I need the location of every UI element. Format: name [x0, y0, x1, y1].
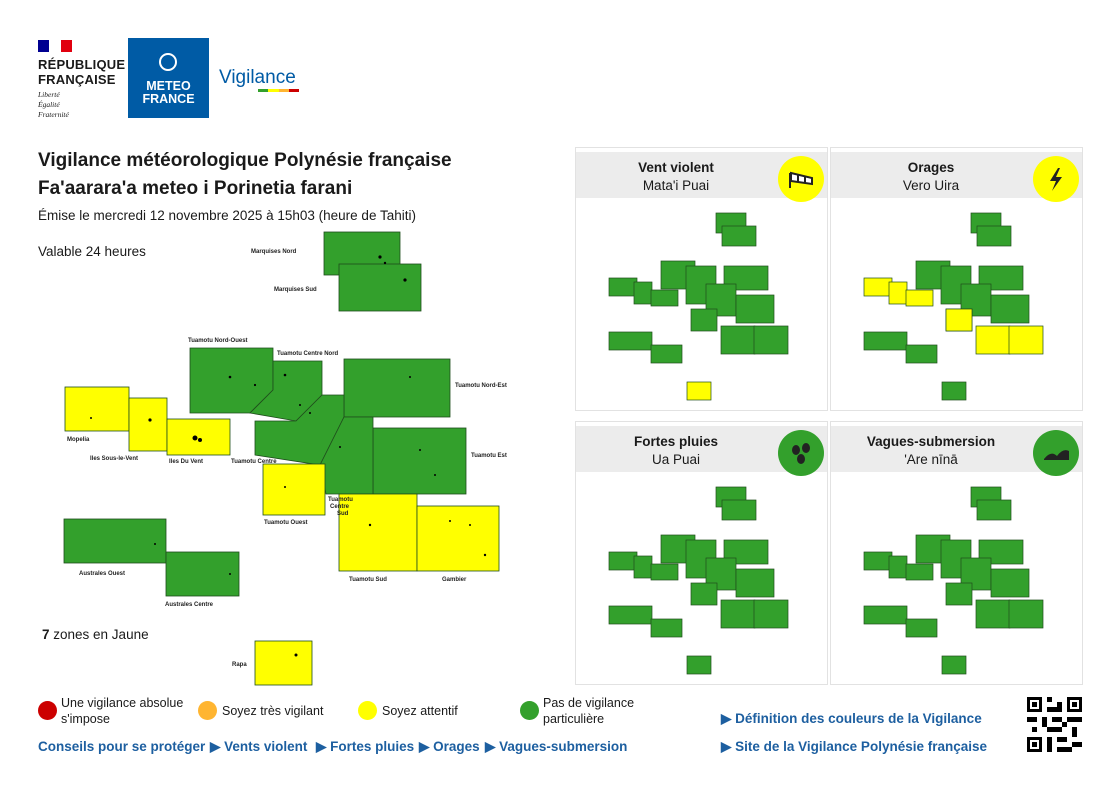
windsock-icon [778, 156, 824, 202]
zone-tuamotu-est[interactable] [373, 428, 466, 494]
link-vigilance-site[interactable]: ▶ Site de la Vigilance Polynésie française [721, 739, 988, 754]
zone-tuamotu-nord-est[interactable] [344, 359, 450, 417]
panel-title: Vent violent [638, 160, 714, 175]
legend-orange-dot [198, 701, 217, 720]
mini-map-vent [606, 208, 806, 403]
republic-motto: Liberté Égalité Fraternité [38, 90, 69, 119]
zone-iles-sous-le-vent[interactable] [129, 398, 167, 451]
meteo-france-logo[interactable] [128, 38, 209, 118]
mini-map-orages [861, 208, 1061, 403]
legend-yellow-dot [358, 701, 377, 720]
issue-timestamp: Émise le mercredi 12 novembre 2025 à 15h03 (heure de Tahiti) [38, 208, 416, 223]
french-flag-icon [38, 40, 72, 52]
wave-icon [1033, 430, 1079, 476]
zone-mopelia[interactable] [65, 387, 129, 431]
legend-green-dot [520, 701, 539, 720]
qr-code-icon[interactable] [1027, 697, 1082, 752]
panel-header [831, 426, 1082, 472]
advice-link[interactable]: Conseils pour se protéger [38, 739, 206, 754]
link-vagues-submersion[interactable]: ▶ Vagues-submersion [485, 739, 628, 754]
map-label-gambier: Gambier [442, 577, 467, 583]
panel-subtitle: Vero Uira [902, 178, 960, 193]
panel-title: Vagues-submersion [866, 434, 996, 449]
link-fortes-pluies[interactable]: ▶ Fortes pluies [316, 739, 415, 754]
vigilance-wordmark: Vigilance [219, 67, 296, 88]
meteo-france-emblem-icon [159, 53, 177, 71]
mini-map-vagues [861, 482, 1061, 677]
panel-subtitle: Mata'i Puai [642, 178, 710, 193]
vigilance-color-bars-icon [258, 89, 299, 92]
map-label-tuamotu-centre-sud: Tuamotu [328, 497, 353, 503]
panel-header [576, 152, 827, 198]
yellow-zone-count: 7 [42, 627, 50, 642]
link-colors-definition[interactable]: ▶ Définition des couleurs de la Vigilance [721, 711, 982, 726]
zone-tuamotu-ouest[interactable] [263, 464, 325, 515]
panel-title: Orages [907, 160, 955, 175]
zone-tuamotu-sud[interactable] [339, 494, 417, 571]
map-label-marquises-sud: Marquises Sud [274, 287, 317, 293]
map-label-mopelia: Mopelia [67, 437, 90, 443]
map-label-tuamotu-centre-sud-2: Centre [330, 504, 350, 510]
yellow-zone-summary [42, 627, 149, 642]
map-label-tuamotu-ouest: Tuamotu Ouest [264, 520, 308, 526]
legend-red-text: Une vigilance absolue s'impose [61, 696, 184, 726]
link-vents-violent[interactable]: ▶ Vents violent [210, 739, 308, 754]
hazard-panel-pluies[interactable] [575, 421, 828, 685]
map-label-rapa: Rapa [232, 662, 247, 668]
zone-australes-centre[interactable] [166, 552, 239, 596]
legend-red-dot [38, 701, 57, 720]
map-label-australes-ouest: Australes Ouest [79, 571, 126, 577]
map-label-tuamotu-centre-nord: Tuamotu Centre Nord [277, 351, 339, 357]
map-label-australes-centre: Australes Centre [165, 602, 214, 608]
panel-subtitle: 'Are nīnā [904, 452, 958, 467]
map-label-iles-du-vent: Iles Du Vent [169, 459, 204, 465]
legend-orange-text: Soyez très vigilant [222, 704, 324, 718]
main-vigilance-map [40, 225, 520, 690]
mini-map-pluies [606, 482, 806, 677]
panel-subtitle: Ua Puai [651, 452, 701, 467]
yellow-zone-text: zones en Jaune [49, 627, 149, 642]
validity-label: Valable 24 heures [38, 244, 146, 259]
zone-marquises-sud[interactable] [339, 264, 421, 311]
map-label-tuamotu-centre-sud-3: Sud [337, 511, 349, 517]
map-label-marquises-nord: Marquises Nord [251, 249, 297, 255]
panel-header [831, 152, 1082, 198]
link-orages[interactable]: ▶ Orages [419, 739, 480, 754]
map-label-tuamotu-est: Tuamotu Est [471, 453, 507, 459]
panel-title: Fortes pluies [633, 434, 719, 449]
legend-green-text: Pas de vigilance particulière [543, 696, 635, 726]
panel-header [576, 426, 827, 472]
map-label-tuamotu-nord-ouest: Tuamotu Nord-Ouest [188, 338, 248, 344]
map-label-iles-sous-le-vent: Iles Sous-le-Vent [90, 456, 139, 462]
zone-rapa[interactable] [255, 641, 312, 685]
hazard-panel-orages[interactable] [830, 147, 1083, 411]
legend-yellow-text: Soyez attentif [382, 704, 458, 718]
lightning-icon [1033, 156, 1079, 202]
republic-name: RÉPUBLIQUE FRANÇAISE [38, 57, 126, 87]
raindrops-icon [778, 430, 824, 476]
zone-iles-du-vent[interactable] [167, 419, 230, 455]
hazard-panel-vent[interactable] [575, 147, 828, 411]
map-label-tuamotu-centre: Tuamotu Centre [231, 459, 277, 465]
map-label-tuamotu-nord-est: Tuamotu Nord-Est [455, 383, 507, 389]
zone-australes-ouest[interactable] [64, 519, 166, 563]
page-title: Vigilance météorologique Polynésie française [38, 150, 452, 171]
meteo-france-name: METEO FRANCE [142, 79, 195, 106]
hazard-panel-vagues[interactable] [830, 421, 1083, 685]
map-label-tuamotu-sud: Tuamotu Sud [349, 577, 387, 583]
zone-gambier[interactable] [417, 506, 499, 571]
page-title-tahitian: Fa'aarara'a meteo i Porinetia farani [38, 178, 353, 199]
